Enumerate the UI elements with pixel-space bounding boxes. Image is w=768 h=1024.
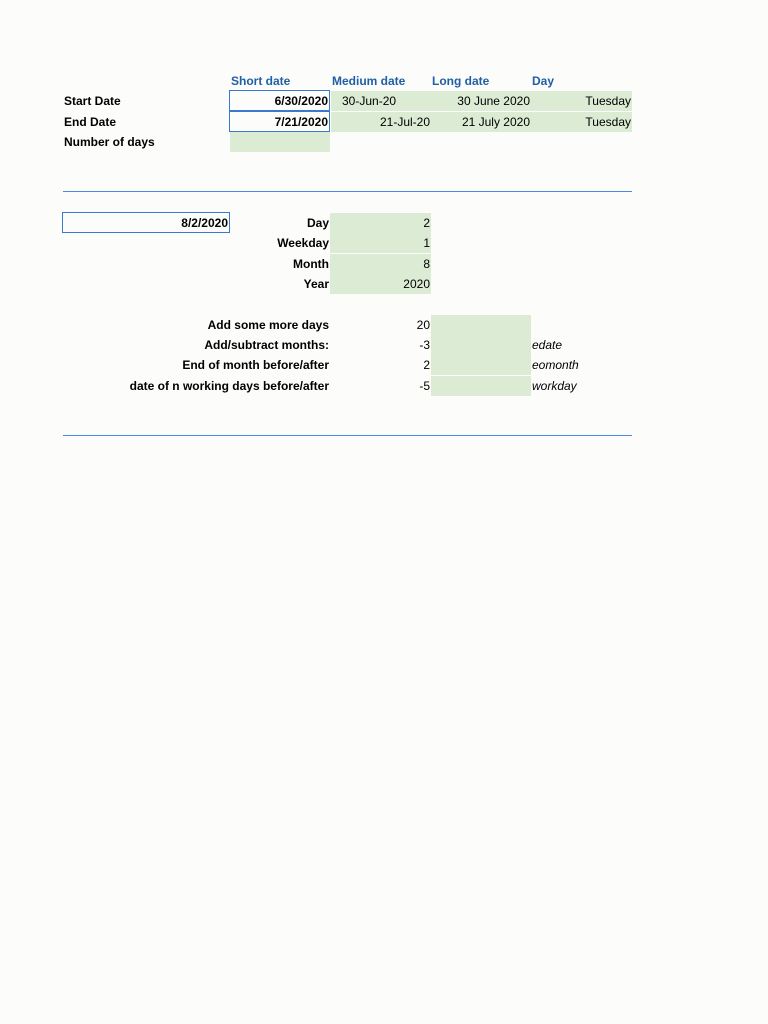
end-date-medium-cell[interactable]: 21-Jul-20 [331, 112, 431, 132]
add-months-value-cell[interactable]: -3 [419, 338, 430, 352]
add-days-value-cell[interactable]: 20 [416, 318, 430, 332]
end-of-month-value-cell[interactable]: 2 [423, 358, 430, 372]
month-label[interactable]: Month [293, 257, 329, 271]
end-date-label[interactable]: End Date [64, 115, 117, 129]
weekday-value-cell[interactable]: 1 [330, 233, 431, 253]
header-short-date[interactable]: Short date [231, 74, 291, 88]
day-label[interactable]: Day [306, 216, 329, 230]
header-medium-date[interactable]: Medium date [332, 74, 406, 88]
add-days-result-cell[interactable] [431, 315, 531, 335]
header-long-date[interactable]: Long date [432, 74, 490, 88]
year-label[interactable]: Year [303, 277, 329, 291]
end-date-long-cell[interactable]: 21 July 2020 [431, 112, 531, 132]
start-date-medium-cell[interactable]: 30-Jun-20 [331, 91, 431, 111]
start-date-day-cell[interactable]: Tuesday [531, 91, 632, 111]
end-of-month-label[interactable]: End of month before/after [182, 358, 329, 372]
add-days-label[interactable]: Add some more days [207, 318, 329, 332]
number-of-days-label[interactable]: Number of days [64, 135, 155, 149]
eomonth-note[interactable]: eomonth [532, 358, 579, 372]
day-value-cell[interactable]: 2 [330, 213, 431, 233]
source-date-cell[interactable]: 8/2/2020 [62, 212, 230, 233]
section-divider [63, 191, 632, 192]
start-date-label[interactable]: Start Date [64, 94, 121, 108]
weekday-label[interactable]: Weekday [277, 236, 329, 250]
year-value-cell[interactable]: 2020 [330, 274, 431, 294]
workdays-label[interactable]: date of n working days before/after [129, 379, 329, 393]
add-months-result-cell[interactable] [431, 335, 531, 355]
start-date-short-cell[interactable]: 6/30/2020 [229, 90, 330, 111]
end-date-short-cell[interactable]: 7/21/2020 [229, 111, 330, 132]
end-date-day-cell[interactable]: Tuesday [531, 112, 632, 132]
add-months-label[interactable]: Add/subtract months: [204, 338, 329, 352]
workdays-result-cell[interactable] [431, 376, 531, 396]
edate-note[interactable]: edate [532, 338, 563, 352]
month-value-cell[interactable]: 8 [330, 254, 431, 274]
number-of-days-cell[interactable] [230, 132, 330, 152]
start-date-long-cell[interactable]: 30 June 2020 [431, 91, 531, 111]
workday-note[interactable]: workday [532, 379, 577, 393]
end-of-month-result-cell[interactable] [431, 355, 531, 375]
workdays-value-cell[interactable]: -5 [419, 379, 430, 393]
section-divider-bottom [63, 435, 632, 436]
header-day[interactable]: Day [532, 74, 555, 88]
